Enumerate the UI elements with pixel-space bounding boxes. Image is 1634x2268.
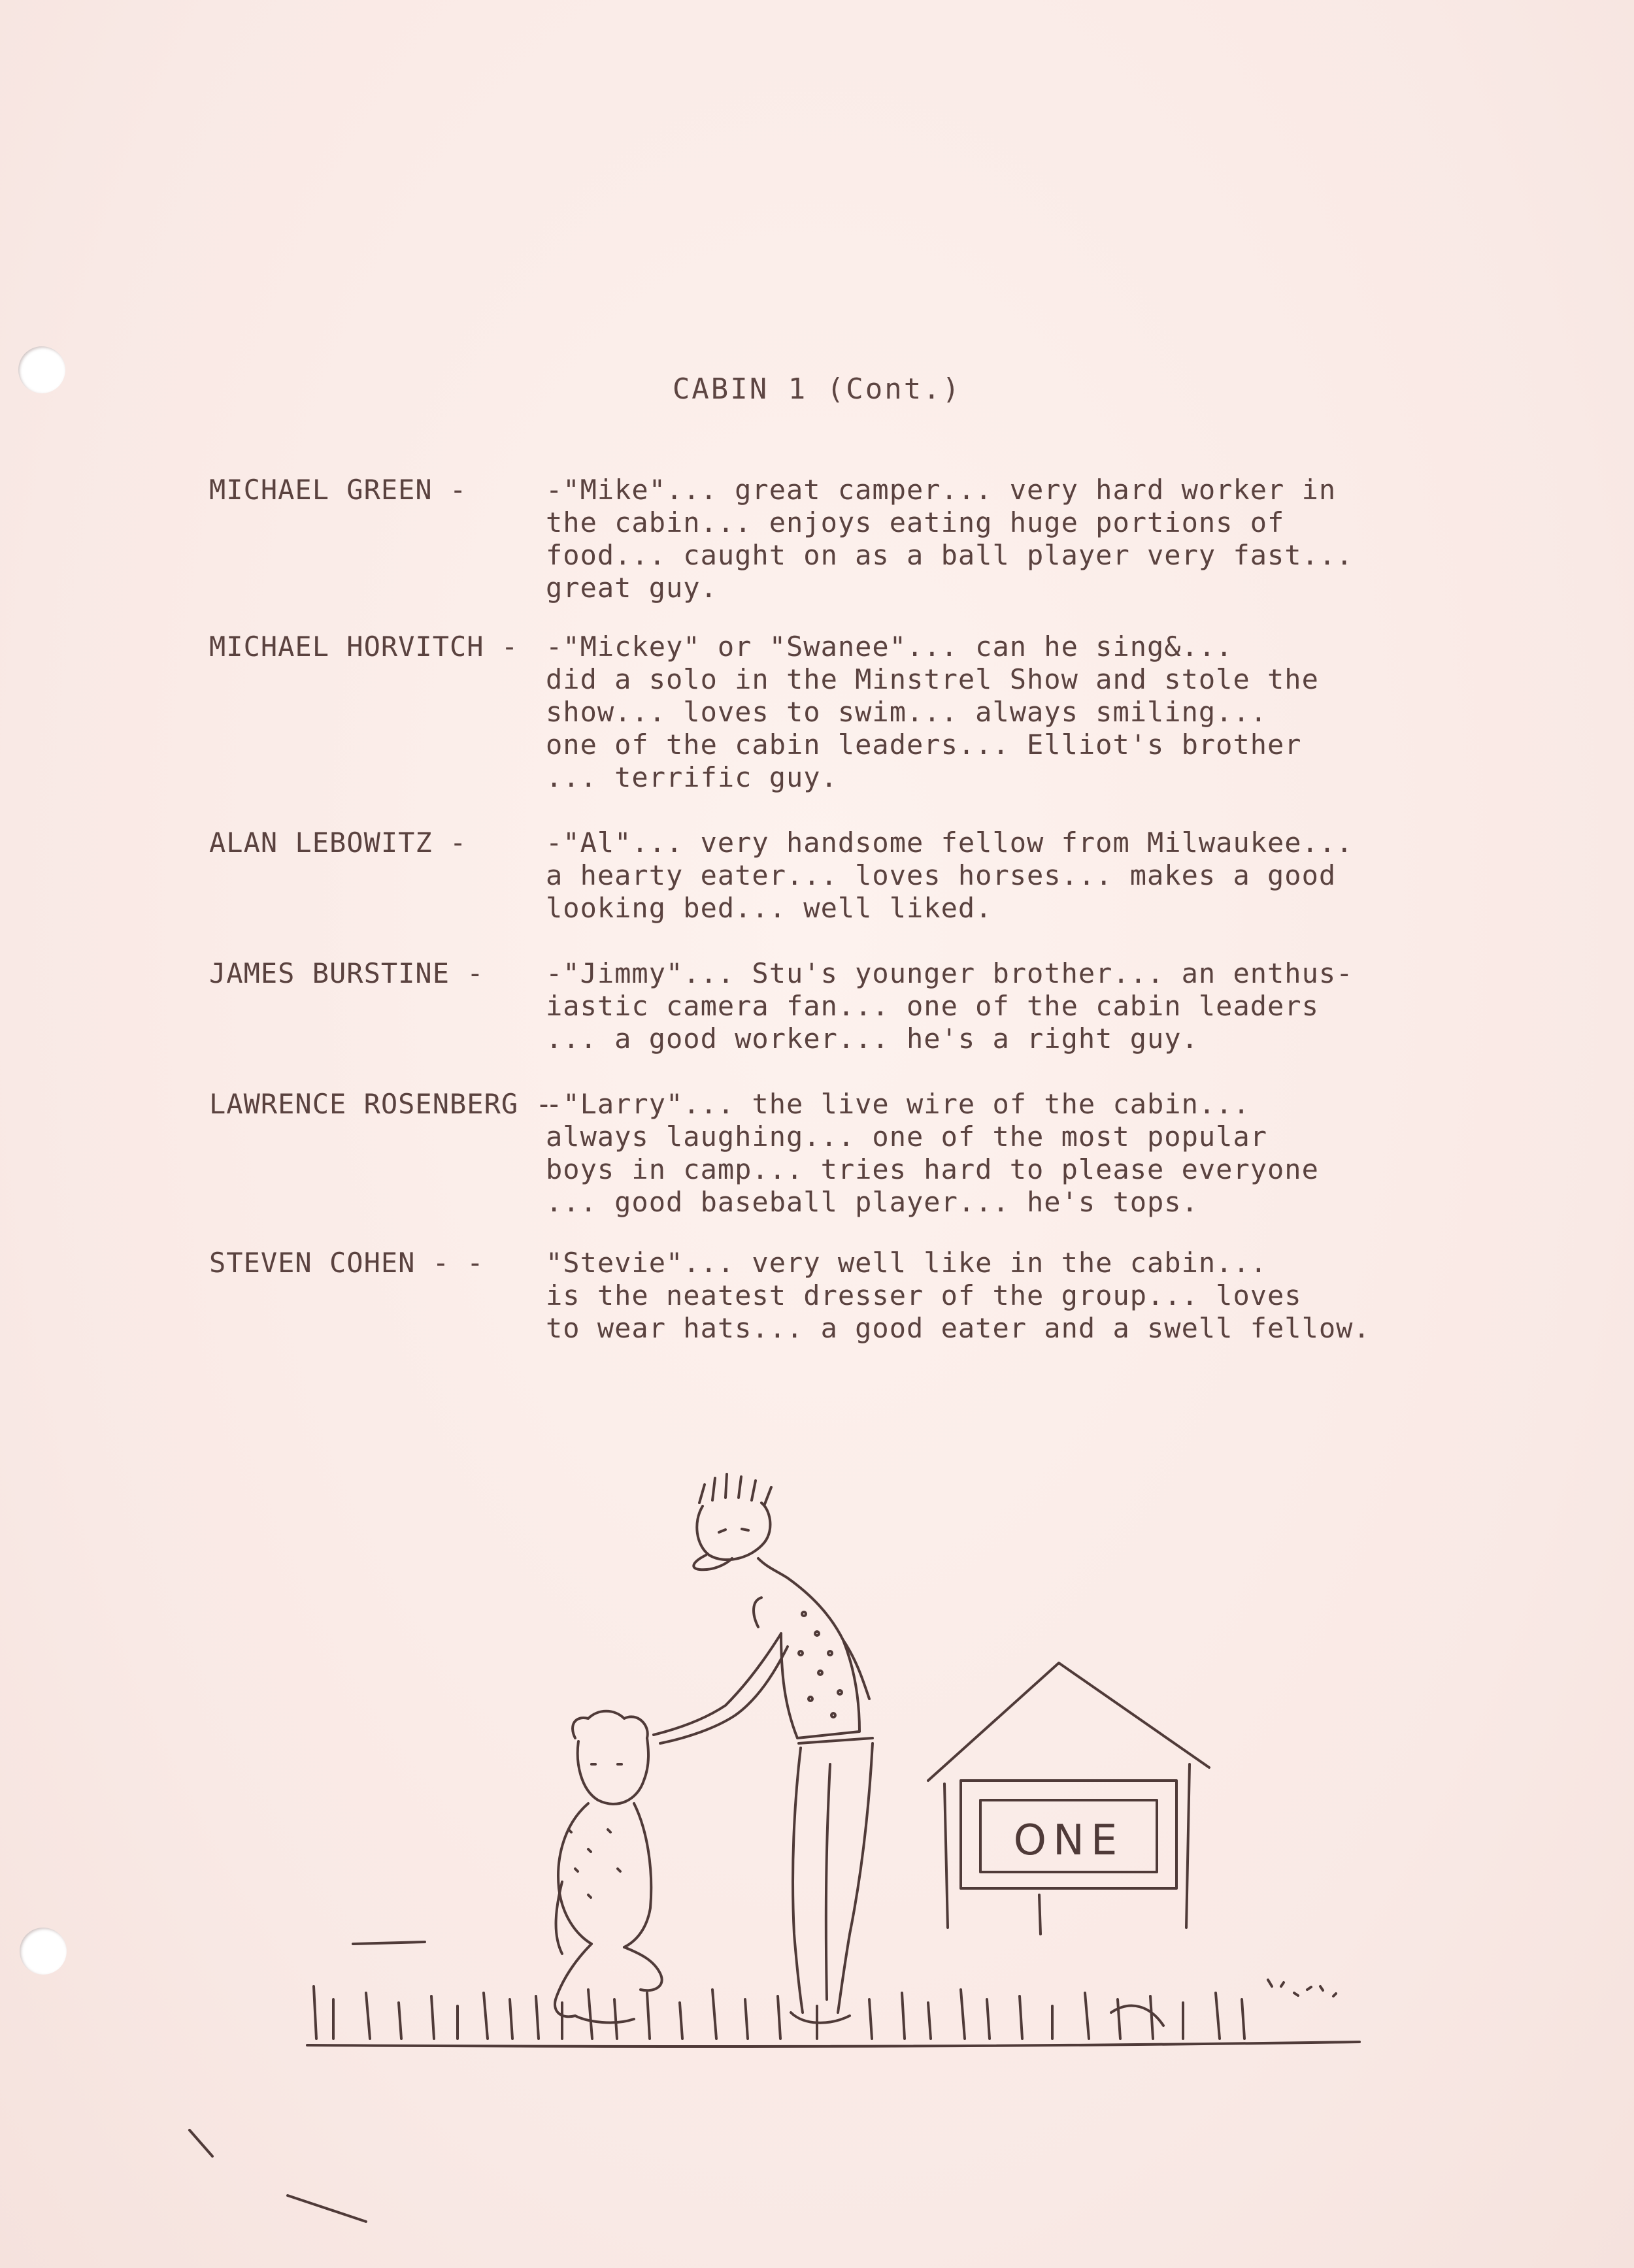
page-title: CABIN 1 (Cont.) <box>672 372 962 406</box>
description-line: -"Al"... very handsome fellow from Milwaukee... <box>546 827 1354 859</box>
description-line: did a solo in the Minstrel Show and stole the <box>546 663 1319 695</box>
description-line: always laughing... one of the most popular <box>546 1121 1268 1153</box>
description-line: -"Larry"... the live wire of the cabin... <box>546 1088 1250 1120</box>
camper-name: JAMES BURSTINE - <box>209 957 484 989</box>
description-line: -"Mike"... great camper... very hard worker in <box>546 474 1337 506</box>
camper-name: MICHAEL GREEN - <box>209 474 467 506</box>
description-line: -"Mickey" or "Swanee"... can he sing&... <box>546 631 1233 663</box>
description-line: is the neatest dresser of the group... loves <box>546 1279 1302 1311</box>
child-figure <box>555 1711 662 2023</box>
stray-mark <box>288 2195 366 2222</box>
description-line: great guy. <box>546 572 718 604</box>
description-line: show... loves to swim... always smiling... <box>546 696 1268 728</box>
ground-grass <box>307 1942 1359 2046</box>
description-line: the cabin... enjoys eating huge portions of <box>546 506 1285 538</box>
description-line: to wear hats... a good eater and a swell fellow. <box>546 1312 1371 1344</box>
description-line: ... good baseball player... he's tops. <box>546 1186 1199 1218</box>
description-line: one of the cabin leaders... Elliot's brother <box>546 729 1302 761</box>
description-line: ... terrific guy. <box>546 761 838 793</box>
description-line: "Stevie"... very well like in the cabin... <box>546 1247 1268 1279</box>
description-line: iastic camera fan... one of the cabin leaders <box>546 990 1319 1022</box>
camper-name: LAWRENCE ROSENBERG - <box>209 1088 553 1120</box>
camper-name: STEVEN COHEN - - <box>209 1247 484 1279</box>
description-line: looking bed... well liked. <box>546 892 993 924</box>
counselor-figure <box>654 1474 873 2023</box>
description-line: food... caught on as a ball player very fast... <box>546 539 1354 571</box>
cabin-building <box>928 1663 1209 1934</box>
cabin-sign-text: ONE <box>1013 1816 1124 1865</box>
camper-name: MICHAEL HORVITCH - <box>209 631 519 663</box>
description-line: ... a good worker... he's a right guy. <box>546 1023 1199 1055</box>
description-line: a hearty eater... loves horses... makes a good <box>546 859 1337 891</box>
description-line: -"Jimmy"... Stu's younger brother... an enthus- <box>546 957 1354 989</box>
description-line: boys in camp... tries hard to please everyone <box>546 1153 1319 1185</box>
stray-mark <box>190 2130 212 2156</box>
camper-name: ALAN LEBOWITZ - <box>209 827 467 859</box>
